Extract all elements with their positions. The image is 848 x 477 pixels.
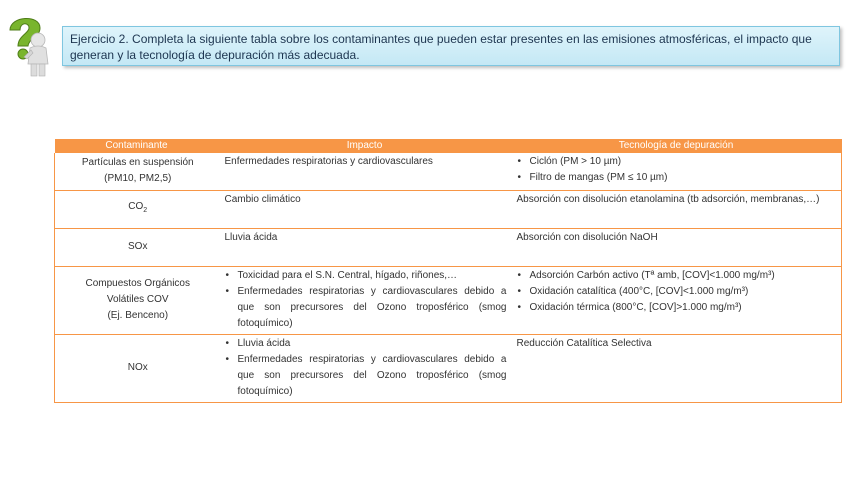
technology-cell xyxy=(511,153,842,190)
table-header-row xyxy=(55,139,842,153)
pollutant-cell xyxy=(55,228,219,266)
pollutant-name: CO xyxy=(128,201,144,212)
list-item: • Oxidación térmica (800°C, [COV]>1.000 mg/m³) xyxy=(530,300,838,316)
impact-cell xyxy=(219,334,511,402)
technology-list xyxy=(517,154,838,186)
technology-cell xyxy=(511,228,842,266)
table-row-sox xyxy=(55,228,842,266)
list-item: • Enfermedades respiratorias y cardiovasculares debido a que son precursores del Ozono troposférico (smog fotoquímico) xyxy=(238,284,507,332)
impact-text: Lluvia ácida xyxy=(224,231,278,243)
list-item: • Enfermedades respiratorias y cardiovasculares debido a que son precursores del Ozono troposférico (smog fotoquímico) xyxy=(238,352,507,400)
table-row-particulas xyxy=(55,153,842,190)
list-item: • Adsorción Carbón activo (Tª amb, [COV]<1.000 mg/m³) xyxy=(530,268,838,284)
impact-cell xyxy=(219,266,511,334)
technology-text: Absorción con disolución NaOH xyxy=(516,231,658,243)
header-contaminante: Contaminante xyxy=(55,139,219,153)
pollutant-name-cont: Volátiles COV xyxy=(106,294,169,305)
pollutant-name: SOx xyxy=(128,241,148,252)
impact-list xyxy=(225,336,507,400)
table-row-cov xyxy=(55,266,842,334)
list-item: • Lluvia ácida xyxy=(238,336,507,352)
pollutant-cell xyxy=(55,334,219,402)
list-item: • Oxidación catalítica (400°C, [COV]<1.000 mg/m³) xyxy=(530,284,838,300)
technology-text: Absorción con disolución etanolamina (tb adsorción, membranas,…) xyxy=(516,193,820,205)
list-item: • Ciclón (PM > 10 µm) xyxy=(530,154,838,170)
list-item: • Filtro de mangas (PM ≤ 10 µm) xyxy=(530,170,838,186)
exercise-text: Ejercicio 2. Completa la siguiente tabla sobre los contaminantes que pueden estar presentes en las emisiones atmosféricas, el impacto que generan y la tecnología de depuración más adecuada. xyxy=(70,32,812,62)
impact-list xyxy=(225,268,507,332)
pollutant-cell xyxy=(55,153,219,190)
list-item: • Toxicidad para el S.N. Central, hígado, riñones,… xyxy=(238,268,507,284)
impact-text: Enfermedades respiratorias y cardiovasculares xyxy=(224,156,433,167)
table-row-nox xyxy=(55,334,842,402)
technology-cell xyxy=(511,266,842,334)
technology-cell xyxy=(511,334,842,402)
pollutant-example: (Ej. Benceno) xyxy=(107,310,169,321)
impact-cell xyxy=(219,153,511,190)
question-mark-figure-icon xyxy=(2,10,56,78)
technology-text: Reducción Catalítica Selectiva xyxy=(516,337,652,349)
pollutant-cell xyxy=(55,190,219,228)
pollutant-name: NOx xyxy=(127,362,148,373)
pollutant-subscript: 2 xyxy=(143,207,148,214)
pollutant-name: Partículas en suspensión xyxy=(81,157,194,169)
pollutants-table xyxy=(54,139,842,403)
impact-cell xyxy=(219,190,511,228)
pollutant-detail: (PM10, PM2,5) xyxy=(104,173,172,185)
header-impacto: Impacto xyxy=(219,139,511,153)
pollutant-cell xyxy=(55,266,219,334)
header-tecnologia: Tecnología de depuración xyxy=(511,139,842,153)
pollutant-name: Compuestos Orgánicos xyxy=(85,278,190,289)
technology-cell xyxy=(511,190,842,228)
technology-list xyxy=(517,268,838,316)
table-row-co2 xyxy=(55,190,842,228)
exercise-instruction-box xyxy=(62,26,840,66)
impact-text: Cambio climático xyxy=(224,193,301,205)
impact-cell xyxy=(219,228,511,266)
